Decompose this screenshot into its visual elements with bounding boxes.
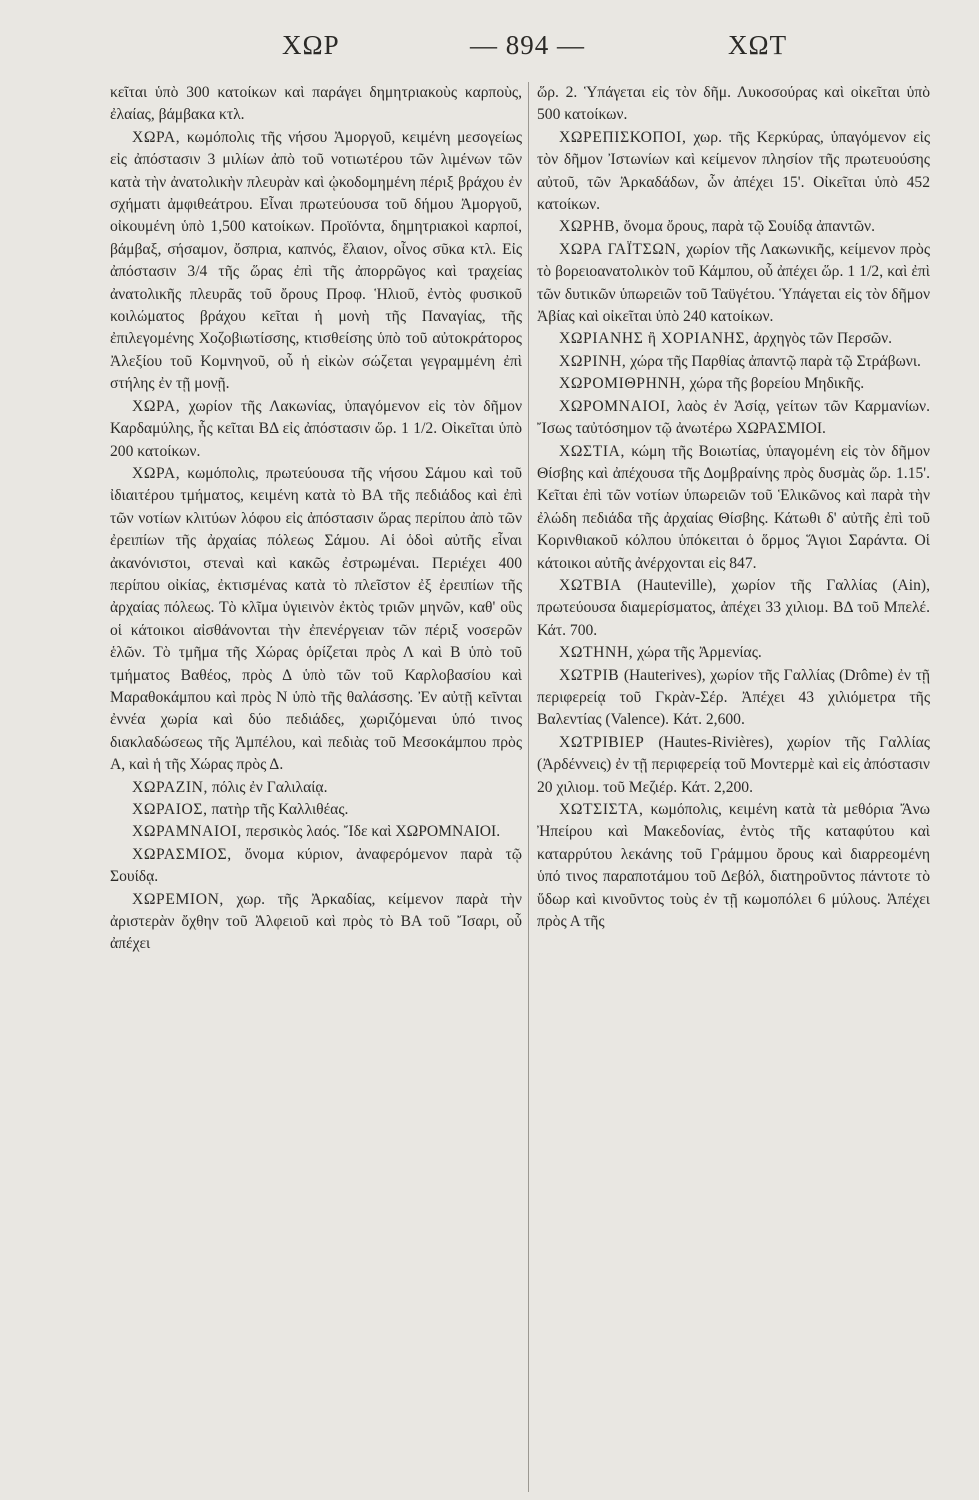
dictionary-entry (537, 373, 930, 395)
entry-headword: ΧΩΡΑΙΟΣ, (132, 801, 208, 818)
entry-headword: ΧΩΡΑ ΓΑΪΤΣΩΝ, (559, 240, 681, 258)
entry-headword: ΧΩΤΗΝΗ, (559, 644, 634, 662)
entry-text: κεῖται ὑπὸ 300 κατοίκων καὶ παράγει δημητριακοὺς καρποὺς, ἐλαίας, βάμβακα κτλ. (110, 84, 522, 124)
entry-headword: ΧΩΡΕΠΙΣΚΟΠΟΙ, (559, 128, 687, 146)
entry-text: χωρίον τῆς Λακωνίας, ὑπαγόμενον εἰς τὸν δῆμον Καρδαμύλης, ἧς κεῖται ΒΔ εἰς ἀπόστασιν ὥρ. 1 1/2. Οἰκεῖται ὑπὸ 200 κατοίκων. (110, 397, 522, 460)
entry-headword: ΧΩΤΡΙΒΙΕΡ (559, 733, 645, 751)
entry-headword: ΧΩΡΑΖΙΝ, (132, 778, 209, 796)
left-column (110, 82, 522, 1482)
dictionary-entry (537, 799, 930, 933)
entry-text: κωμόπολις τῆς νήσου Ἀμοργοῦ, κειμένη μεσογείως εἰς ἀπόστασιν 3 μιλίων ἀπὸ τοῦ νοτιωτέρου τῶν λιμένων τῶν κατὰ τὴν ἀνατολικὴν πλευρὰν καὶ ᾠκοδομημένη πέριξ βράχου ἐν σχήματι ἀμφιθεάτρου. Εἶναι πρωτεύουσα τοῦ δήμου Ἀμοργοῦ, οἰκουμένη ὑπὸ 1,500 κατοίκων. Προϊόντα, δημητριακοὶ καρποί, βάμβαξ, σήσαμον, ὄσπρια, καπνός, ἔλαιον, οἶνος σῦκα κτλ. Εἰς ἀπόστασιν 3/4 τῆς ὥρας ἐπὶ τῆς ἀπορρῶγος καὶ τραχείας ἀνατολικῆς πλευρᾶς τοῦ ὄρους Προφ. Ἡλιοῦ, ἐντὸς φυσικοῦ κοιλώματος βράχου κεῖται ἡ μονὴ τῆς Παναγίας, τῆς ἐπιλεγομένης Χοζοβιωτίσσης, κτισθείσης ὑπὸ τοῦ αὐτοκράτορος Ἀλεξίου τοῦ Κομνηνοῦ, οὗ ἡ εἰκὼν σώζεται γεγραμμένη ἐπὶ στήλης ἐν τῇ μονῇ. (110, 128, 522, 393)
entry-text: χωρ. τῆς Κερκύρας, ὑπαγόμενον εἰς τὸν δῆμον Ἰστωνίων καὶ κείμενον πλησίον τῆς πρωτευούσης αὐτοῦ, τῶν Ἀρκαδάδων, ὧν ἀπέχει 15'. Οἰκεῖται ὑπὸ 452 κατοίκων. (537, 128, 930, 214)
dictionary-entry (537, 575, 930, 642)
dictionary-entry (537, 396, 930, 441)
entry-headword: ΧΩΣΤΙΑ, (559, 442, 626, 460)
entry-headword: ΧΩΡΟΜΙΘΡΗΝΗ, (559, 375, 686, 393)
entry-headword: ΧΩΡΑ, (132, 128, 181, 146)
entry-headword: ΧΩΡΙΝΗ, (559, 352, 627, 370)
entry-text: ἀρχηγὸς τῶν Περσῶν. (753, 330, 893, 348)
dictionary-entry (537, 328, 930, 350)
entry-text: πόλις ἐν Γαλιλαίᾳ. (211, 778, 328, 796)
entry-text: κώμη τῆς Βοιωτίας, ὑπαγομένη εἰς τὸν δῆμον Θίσβης καὶ ἀπέχουσα τῆς Δομβραίνης πρὸς δυσμὰς ὥρ. 1.15'. Κεῖται ἐπὶ τῶν νοτίων ὑπωρειῶν τοῦ Ἑλικῶνος καὶ παρὰ τὴν ἐλώδη πεδιάδα τῆς ἀρχαίας Θίσβης. Κάτωθι δ' αὐτῆς ἐπὶ τοῦ Κορινθιακοῦ κόλπου ὑπόκειται ὁ ὅρμος Ἅγιοι Σαράντα. Οἱ κάτοικοι αὐτῆς ἀνέρχονται εἰς 847. (537, 442, 930, 572)
entry-text: λαὸς ἐν Ἀσίᾳ, γείτων τῶν Καρμανίων. Ἴσως ταὐτόσημον τῷ ἀνωτέρω ΧΩΡΑΣΜΙΟΙ. (537, 397, 930, 438)
right-column (537, 82, 930, 1482)
entry-text: χωρ. τῆς Ἀρκαδίας, κείμενον παρὰ τὴν ἀριστερὰν ὄχθην τοῦ Ἀλφειοῦ καὶ πρὸς τὸ ΒΑ τοῦ Ἴσαρι, οὗ ἀπέχει (110, 890, 522, 953)
dictionary-entry (110, 777, 522, 799)
entry-text: (Hautes-Rivières), χωρίον τῆς Γαλλίας (Ἀρδέννεις) ἐν τῇ περιφερείᾳ τοῦ Μοντερμὲ καὶ εἰς ἀπόστασιν 20 χιλιομ. τοῦ Μεζιέρ. Κάτ. 2,200. (537, 733, 930, 796)
entry-text: (Hauterives), χωρίον τῆς Γαλλίας (Drôme) ἐν τῇ περιφερείᾳ τοῦ Γκρὰν-Σέρ. Ἀπέχει 43 χιλιόμετρα τῆς Βαλεντίας (Valence). Κάτ. 2,600. (537, 666, 930, 729)
entry-text: ὄνομα κύριον, ἀναφερόμενον παρὰ τῷ Σουίδᾳ. (110, 845, 522, 886)
entry-headword: ΧΩΤΡΙΒ (559, 666, 620, 684)
dictionary-entry (110, 889, 522, 956)
entry-headword: ΧΩΡΕΜΙΟΝ, (132, 890, 224, 908)
entry-headword: ΧΩΤΒΙΑ (559, 576, 622, 594)
dictionary-entry (537, 441, 930, 575)
dictionary-entry (110, 821, 522, 843)
column-divider (528, 82, 529, 1492)
dictionary-entry (110, 463, 522, 777)
entry-text: περσικὸς λαός. Ἴδε καὶ ΧΩΡΟΜΝΑΙΟΙ. (245, 823, 501, 841)
dictionary-entry (537, 642, 930, 664)
entry-text: (Hauteville), χωρίον τῆς Γαλλίας (Ain), πρωτεύουσα διαμερίσματος, ἀπέχει 33 χιλιομ. ΒΔ τοῦ Μπελέ. Κάτ. 700. (537, 576, 930, 639)
dictionary-entry (537, 82, 930, 127)
entry-text: χώρα τῆς Παρθίας ἀπαντῷ παρὰ τῷ Στράβωνι. (630, 352, 921, 370)
entry-text: πατὴρ τῆς Καλλιθέας. (211, 801, 349, 818)
running-head (0, 30, 979, 70)
header-right-guide-word: ΧΩΤ (728, 30, 788, 60)
entry-text: κωμόπολις, κειμένη κατὰ τὰ μεθόρια Ἄνω Ἠπείρου καὶ Μακεδονίας, ἐντὸς τῆς καταφύτου καὶ καταρρύτου λεκάνης τοῦ Γράμμου ὄρους καὶ διαρρεομένη ὑπό τινος παραποτάμου τοῦ Δεβόλ, διατηροῦντος πάντοτε τὸ ὕδωρ καὶ κινοῦντος τοὺς ἐν τῇ κωμοπόλει 6 μύλους. Ἀπέχει πρὸς Α τῆς (537, 801, 930, 931)
dictionary-entry (537, 239, 930, 329)
dictionary-entry (110, 127, 522, 396)
dictionary-entry (110, 396, 522, 463)
dictionary-entry (110, 844, 522, 889)
entry-text: ὥρ. 2. Ὑπάγεται εἰς τὸν δῆμ. Λυκοσούρας καὶ οἰκεῖται ὑπὸ 500 κατοίκων. (537, 84, 930, 124)
entry-text: χώρα τῆς βορείου Μηδικῆς. (689, 375, 865, 393)
entry-text: χώρα τῆς Ἀρμενίας. (637, 644, 762, 662)
entry-headword: ΧΩΡΑ, (132, 397, 181, 415)
entry-text: χωρίον τῆς Λακωνικῆς, κείμενον πρὸς τὸ βορειοανατολικὸν τοῦ Κάμπου, οὗ ἀπέχει ὥρ. 1 1/2, καὶ ἐπὶ τῶν δυτικῶν ὑπωρειῶν τοῦ Ταϋγέτου. Ὑπάγεται εἰς τὸν δῆμον Ἀβίας καὶ οἰκεῖται ὑπὸ 240 κατοίκων. (537, 240, 931, 326)
entry-headword: ΧΩΤΣΙΣΤΑ, (559, 801, 644, 818)
dictionary-entry (537, 351, 930, 373)
entry-text: κωμόπολις, πρωτεύουσα τῆς νήσου Σάμου καὶ τοῦ ἰδιαιτέρου τμήματος, κειμένη κατὰ τὸ ΒΑ τῆς πεδιάδος καὶ ἐπὶ τῶν νοτίων κλιτύων λόφου εἰς ἀπόστασιν ὥρας περίπου ἀπὸ τῶν ἐρειπίων τῆς ἀρχαίας πόλεως Σάμου. Αἱ ὁδοὶ αὐτῆς εἶναι ἀκανόνιστοι, στεναὶ καὶ κακῶς ἐστρωμέναι. Περιέχει 400 περίπου οἰκίας, ἐκτισμένας κατὰ τὸ πλεῖστον ἐξ ἐρειπίων τῆς ἀρχαίας πόλεως. Τὸ κλῖμα ὑγιεινὸν ἐκτὸς τριῶν μηνῶν, καθ' οὓς οἱ κάτοικοι αἰσθάνονται τὴν ἐπενέργειαν τῶν πέριξ νοσερῶν ἑλῶν. Τὸ τμῆμα τῆς Χώρας ὁρίζεται πρὸς Λ καὶ Β ὑπὸ τοῦ τμήματος Βαθέος, πρὸς Δ ὑπὸ τῶν τοῦ Καρλοβασίου καὶ Μαραθοκάμπου καὶ πρὸς Ν ὑπὸ τῆς θαλάσσης. Ἐν αὐτῇ κεῖνται ἐννέα χωρία καὶ δύο πεδιάδες, χωριζόμεναι ὑπό τινος διακλαδώσεως τῆς Ἀμπέλου, καὶ πεδιὰς τοῦ Μεσοκάμπου πρὸς Α, καὶ ἡ τῆς Χώρας πρὸς Δ. (110, 464, 523, 774)
dictionary-entry (110, 799, 522, 821)
entry-headword: ΧΩΡΑ, (132, 464, 181, 482)
dictionary-entry (110, 82, 522, 127)
entry-headword: ΧΩΡΑΣΜΙΟΣ, (132, 845, 232, 863)
dictionary-entry (537, 127, 930, 217)
dictionary-entry (537, 216, 930, 238)
entry-headword: ΧΩΡΗΒ, (559, 218, 620, 236)
entry-headword: ΧΩΡΙΑΝΗΣ ἢ ΧΟΡΙΑΝΗΣ, (559, 330, 750, 348)
entry-text: ὄνομα ὄρους, παρὰ τῷ Σουίδᾳ ἀπαντῶν. (623, 218, 876, 236)
dictionary-entry (537, 665, 930, 732)
entry-headword: ΧΩΡΑΜΝΑΙΟΙ, (132, 823, 242, 841)
dictionary-entry (537, 732, 930, 799)
header-left-guide-word: ΧΩΡ (282, 30, 340, 60)
page-number: — 894 — (470, 30, 585, 60)
entry-headword: ΧΩΡΟΜΝΑΙΟΙ, (559, 397, 671, 415)
